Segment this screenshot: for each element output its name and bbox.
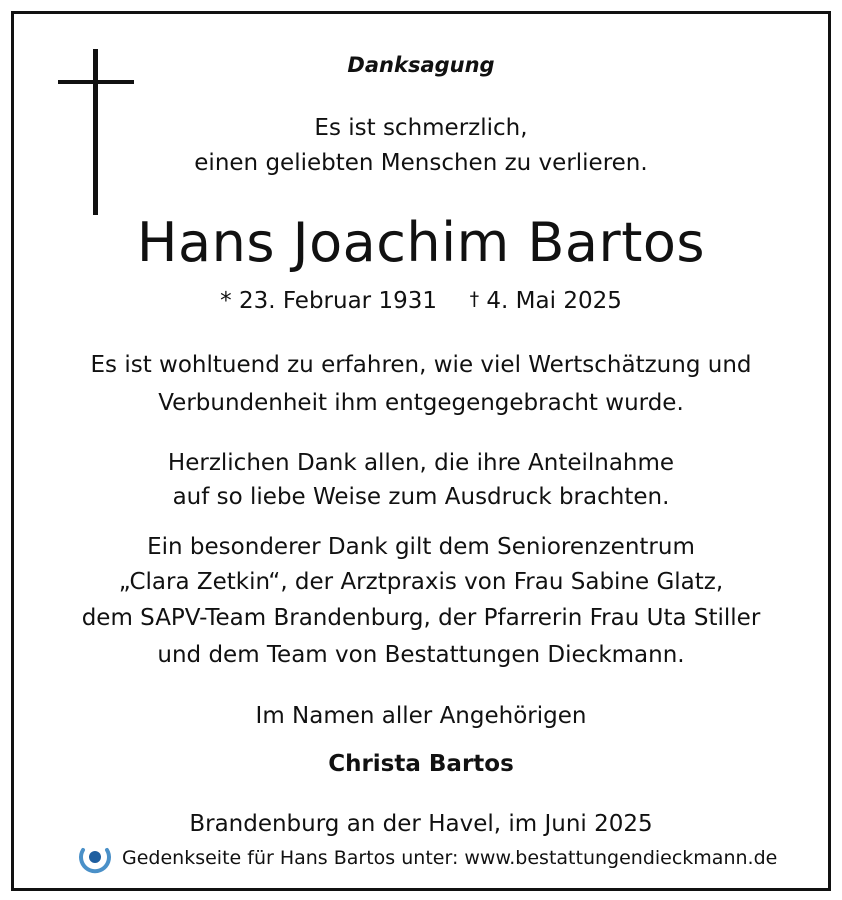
paragraph-2-line-2: auf so liebe Weise zum Ausdruck brachten. xyxy=(172,484,670,510)
place-date: Brandenburg an der Havel, im Juni 2025 xyxy=(189,811,653,837)
paragraph-3-line-1: Ein besonderer Dank gilt dem Seniorenzentrum xyxy=(147,534,695,560)
on-behalf-line: Im Namen aller Angehörigen xyxy=(255,703,587,729)
life-dates xyxy=(0,288,842,314)
intro-line-2: einen geliebten Menschen zu verlieren. xyxy=(194,150,648,176)
heading: Danksagung xyxy=(347,53,495,77)
intro-line-1: Es ist schmerzlich, xyxy=(314,115,528,141)
paragraph-3-line-3: dem SAPV-Team Brandenburg, der Pfarrerin Frau Uta Stiller xyxy=(81,605,761,631)
memorial-page-link[interactable]: Gedenkseite für Hans Bartos unter: www.bestattungendieckmann.de xyxy=(122,847,778,869)
paragraph-2-line-1: Herzlichen Dank allen, die ihre Anteilnahme xyxy=(167,450,675,476)
paragraph-3-line-4: und dem Team von Bestattungen Dieckmann. xyxy=(157,642,685,668)
born-symbol: * xyxy=(220,288,232,314)
footer xyxy=(78,842,777,874)
paragraph-1-line-2: Verbundenheit ihm entgegengebracht wurde. xyxy=(158,390,684,416)
death-date: 4. Mai 2025 xyxy=(486,288,622,314)
paragraph-3-line-2: „Clara Zetkin“, der Arztpraxis von Frau Sabine Glatz, xyxy=(118,569,724,595)
signer-name: Christa Bartos xyxy=(328,751,514,777)
paragraph-1-line-1: Es ist wohltuend zu erfahren, wie viel Wertschätzung und xyxy=(90,352,752,378)
birth-date: 23. Februar 1931 xyxy=(238,288,437,314)
deceased-name: Hans Joachim Bartos xyxy=(136,211,706,274)
death-symbol: † xyxy=(469,288,480,310)
memorial-person-logo-icon xyxy=(78,842,112,874)
